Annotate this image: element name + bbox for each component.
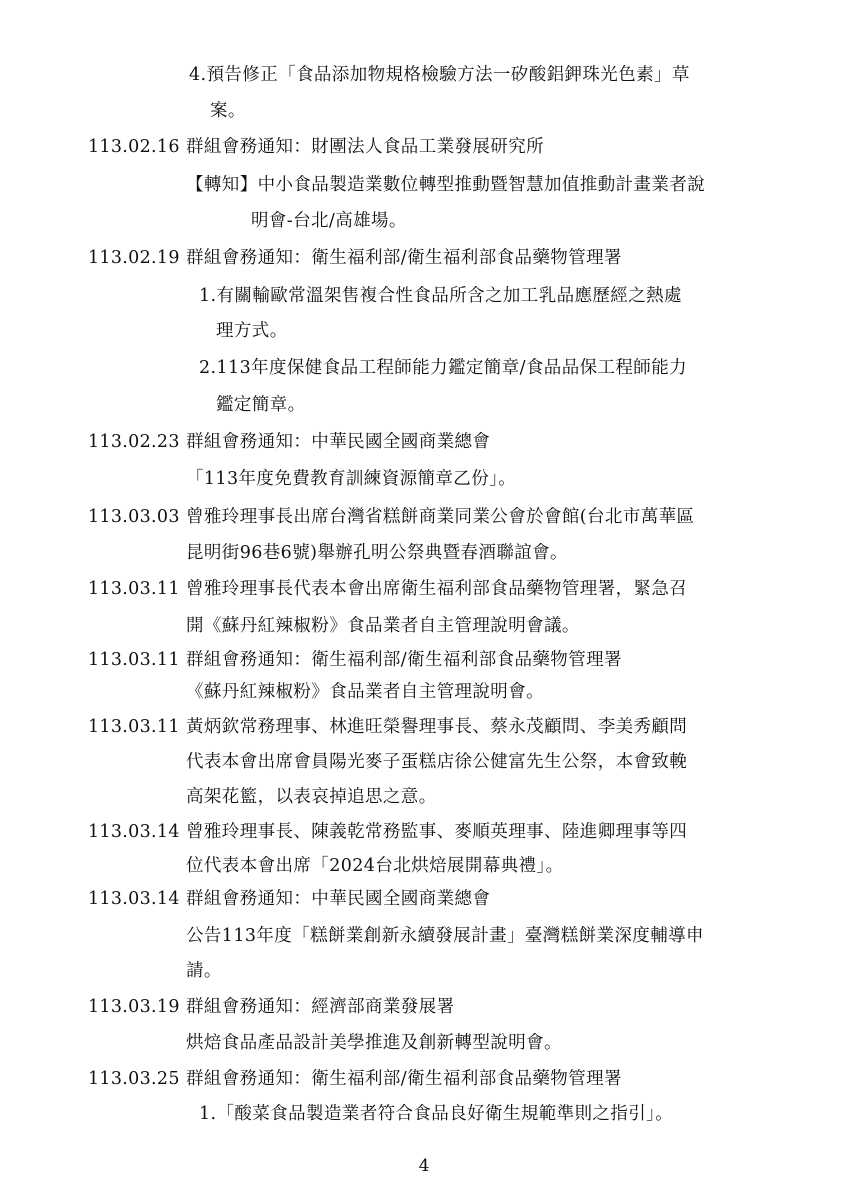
entry-text: 位代表本會出席「2024台北烘焙展開幕典禮」。 xyxy=(186,856,564,876)
entry-text: 群組會務通知：財團法人食品工業發展研究所 xyxy=(186,137,544,157)
entry-text: 請。 xyxy=(186,961,222,981)
entry-text: 曾雅玲理事長出席台灣省糕餅商業同業公會於會館(台北市萬華區 xyxy=(186,507,695,527)
entry-text: 高架花籃，以表哀掉追思之意。 xyxy=(186,787,437,807)
entry-date: 113.03.19 xyxy=(88,997,180,1017)
entry-text: 【轉知】中小食品製造業數位轉型推動暨智慧加值推動計畫業者說 xyxy=(186,175,706,195)
entry-text: 群組會務通知：中華民國全國商業總會 xyxy=(186,889,491,909)
entry-date: 113.03.03 xyxy=(88,507,180,527)
entry-date: 113.02.23 xyxy=(88,432,180,452)
entry-text: 公告113年度「糕餅業創新永續發展計畫」臺灣糕餅業深度輔導申 xyxy=(186,926,704,946)
entry-text: 「113年度免費教育訓練資源簡章乙份」。 xyxy=(186,469,517,489)
entry-text: 理方式。 xyxy=(216,321,288,341)
entry-text: 曾雅玲理事長、陳義乾常務監事、麥順英理事、陸進卿理事等四 xyxy=(186,822,688,842)
entry-date: 113.03.11 xyxy=(88,717,180,737)
entry-text: 案。 xyxy=(210,101,246,121)
entry-date: 113.03.14 xyxy=(88,889,180,909)
entry-text: 開《蘇丹紅辣椒粉》食品業者自主管理說明會議。 xyxy=(186,616,580,636)
entry-text: 群組會務通知：衛生福利部/衛生福利部食品藥物管理署 xyxy=(186,650,622,670)
entry-text: 鑑定簡章。 xyxy=(216,395,306,415)
entry-date: 113.03.14 xyxy=(88,822,180,842)
entry-date: 113.02.19 xyxy=(88,248,180,268)
entry-text: 代表本會出席會員陽光麥子蛋糕店徐公健富先生公祭，本會致輓 xyxy=(186,752,688,772)
entry-date: 113.02.16 xyxy=(88,137,180,157)
entry-date: 113.03.11 xyxy=(88,579,180,599)
entry-text: 群組會務通知：衛生福利部/衛生福利部食品藥物管理署 xyxy=(186,1069,622,1089)
entry-text: 1.「酸菜食品製造業者符合食品良好衛生規範準則之指引」。 xyxy=(199,1104,674,1124)
entry-text: 烘焙食品產品設計美學推進及創新轉型說明會。 xyxy=(186,1033,562,1053)
page-number: 4 xyxy=(418,1156,430,1176)
entry-text: 明會-台北/高雄場。 xyxy=(251,211,407,231)
entry-text: 昆明街96巷6號)舉辦孔明公祭典暨春酒聯誼會。 xyxy=(186,543,568,563)
entry-text: 1.有關輸歐常溫架售複合性食品所含之加工乳品應歷經之熱處 xyxy=(199,286,682,306)
entry-text: 2.113年度保健食品工程師能力鑑定簡章/食品品保工程師能力 xyxy=(199,358,687,378)
entry-text: 群組會務通知：中華民國全國商業總會 xyxy=(186,432,491,452)
entry-date: 113.03.25 xyxy=(88,1069,180,1089)
entry-text: 群組會務通知：經濟部商業發展署 xyxy=(186,997,455,1017)
entry-text: 黃炳欽常務理事、林進旺榮譽理事長、蔡永茂顧問、李美秀顧問 xyxy=(186,717,688,737)
entry-date: 113.03.11 xyxy=(88,650,180,670)
entry-text: 群組會務通知：衛生福利部/衛生福利部食品藥物管理署 xyxy=(186,248,622,268)
entry-text: 《蘇丹紅辣椒粉》食品業者自主管理說明會。 xyxy=(186,682,544,702)
entry-text: 4.預告修正「食品添加物規格檢驗方法一矽酸鋁鉀珠光色素」草 xyxy=(189,65,690,85)
entry-text: 曾雅玲理事長代表本會出席衛生福利部食品藥物管理署，緊急召 xyxy=(186,579,688,599)
